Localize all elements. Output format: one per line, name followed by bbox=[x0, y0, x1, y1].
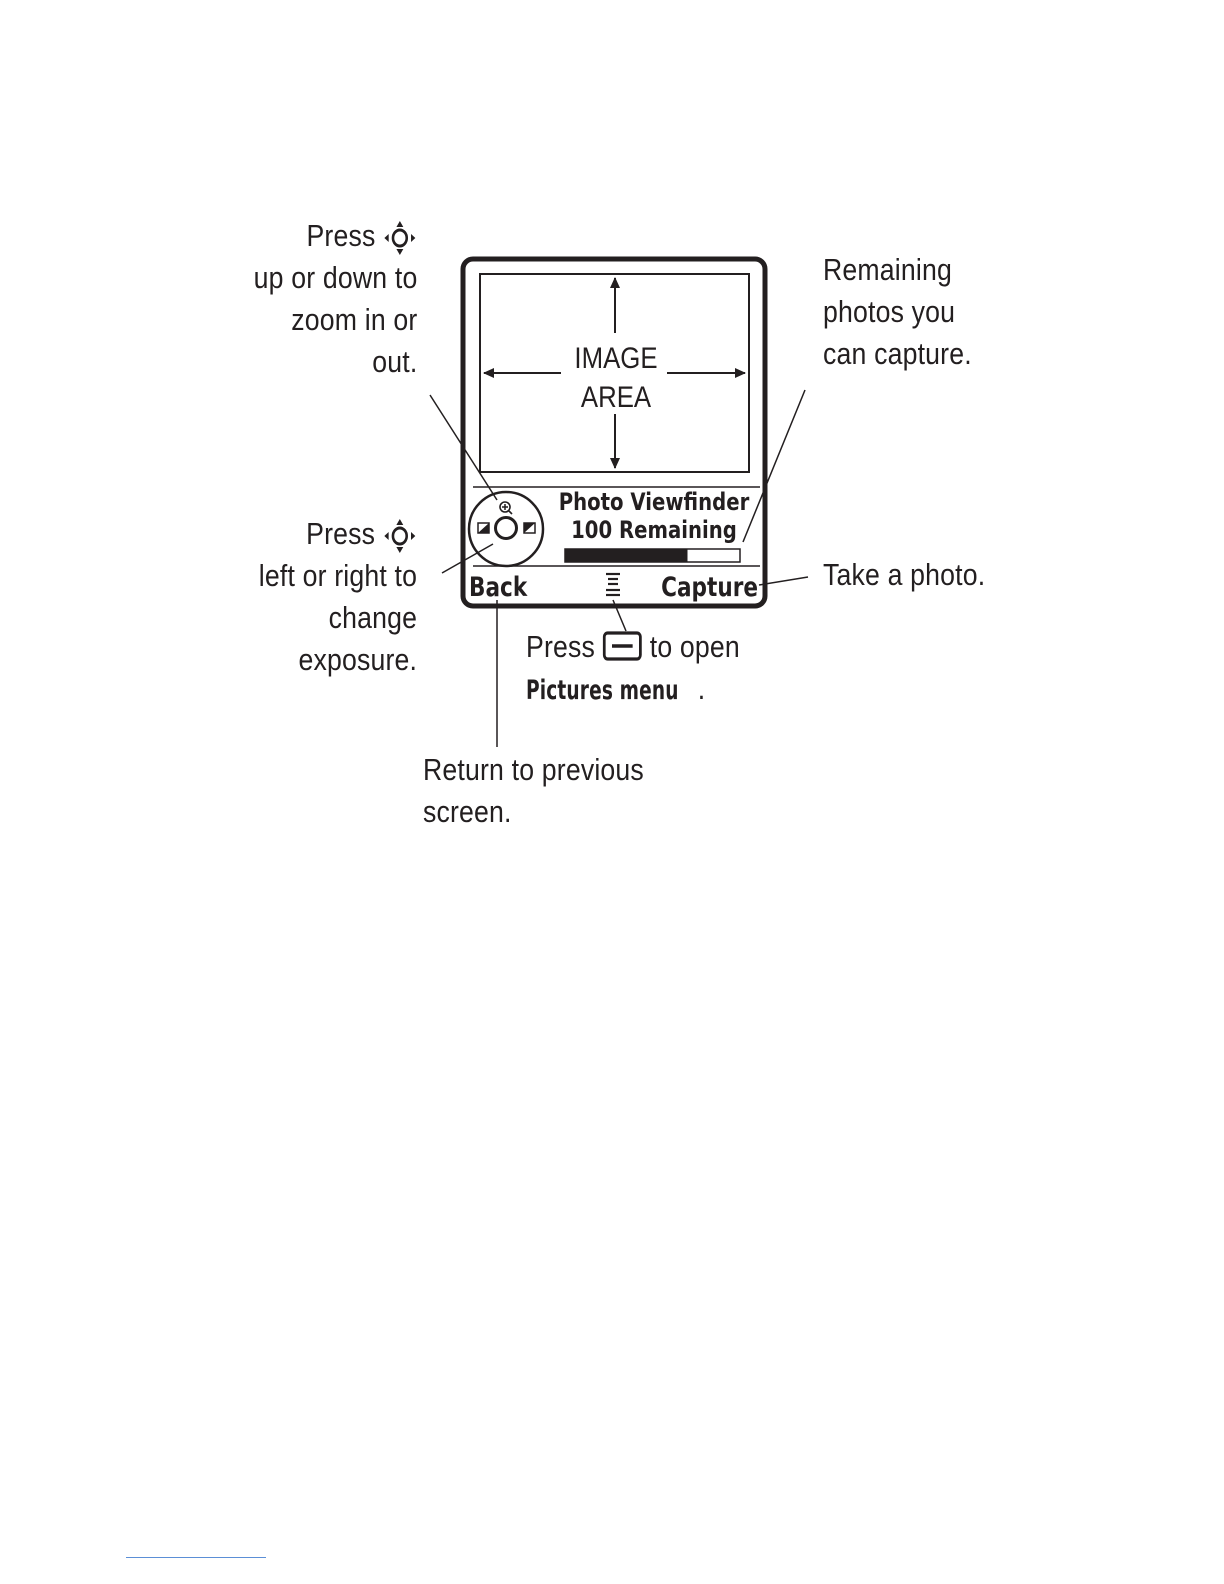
menu-key-icon bbox=[603, 631, 643, 661]
callout-remaining-line-2: photos you bbox=[823, 294, 956, 329]
remaining-count: 100 Remaining bbox=[571, 517, 737, 545]
image-area-label-2: AREA bbox=[580, 380, 652, 414]
leader-remaining bbox=[743, 390, 805, 542]
callout-zoom bbox=[253, 215, 417, 383]
callout-exposure-line-2: change bbox=[328, 600, 417, 635]
callout-exposure-line-1: left or right to bbox=[258, 558, 417, 593]
callout-remaining-line-1: Remaining bbox=[823, 252, 952, 287]
viewfinder-title: Photo Viewfinder bbox=[558, 489, 750, 517]
exposure-increase-icon bbox=[524, 523, 535, 533]
callout-zoom-line-3: out. bbox=[371, 344, 417, 379]
memory-progress-fill bbox=[565, 549, 688, 562]
image-area-label-1: IMAGE bbox=[574, 341, 658, 375]
callout-take-photo bbox=[823, 554, 985, 596]
exposure-decrease-icon bbox=[478, 523, 489, 533]
nav-key-icon bbox=[383, 519, 417, 553]
callout-menu-trail: to open bbox=[649, 629, 740, 664]
callout-exposure-lead: Press bbox=[305, 516, 376, 551]
callout-exposure-line-3: exposure. bbox=[298, 642, 417, 677]
nav-key-icon bbox=[383, 221, 417, 255]
callout-back bbox=[423, 749, 644, 833]
callout-exposure bbox=[259, 513, 417, 681]
callout-take-photo-text: Take a photo. bbox=[823, 557, 986, 592]
soft-key-capture[interactable]: Capture bbox=[661, 570, 758, 603]
callout-zoom-line-2: zoom in or bbox=[290, 302, 417, 337]
callout-zoom-lead: Press bbox=[305, 218, 376, 253]
callout-remaining-line-3: can capture. bbox=[823, 336, 972, 371]
pictures-menu-label: Pictures menu bbox=[526, 675, 679, 706]
menu-indicator-icon[interactable] bbox=[606, 574, 620, 595]
callout-zoom-line-1: up or down to bbox=[253, 260, 417, 295]
callout-remaining bbox=[823, 249, 972, 375]
nav-ring bbox=[469, 492, 543, 566]
callout-back-line-2: screen. bbox=[423, 794, 512, 829]
callout-back-line-1: Return to previous bbox=[423, 752, 644, 787]
soft-key-back[interactable]: Back bbox=[469, 570, 528, 603]
footer-rule bbox=[126, 1557, 266, 1558]
callout-menu bbox=[526, 626, 740, 712]
callout-menu-lead: Press bbox=[526, 629, 596, 664]
zoom-icon bbox=[500, 502, 512, 514]
callout-menu-period: . bbox=[697, 671, 706, 706]
